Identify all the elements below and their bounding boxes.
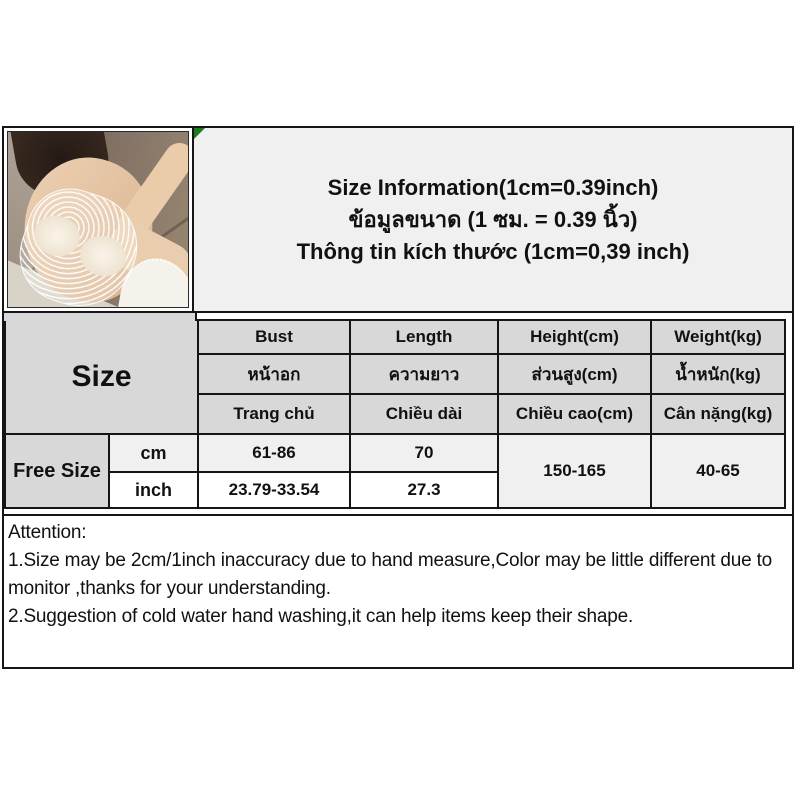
header-height-en: Height(cm) [498, 320, 651, 354]
product-photo [7, 131, 189, 308]
top-row [4, 128, 792, 313]
attention-line-1: 1.Size may be 2cm/1inch inaccuracy due to hand measure,Color may be little different due to monitor ,thanks for your understanding. [8, 550, 773, 599]
data-row-cm [5, 434, 785, 472]
title-block [194, 128, 792, 311]
header-height-vi: Chiều cao(cm) [498, 394, 651, 434]
header-length-th: ความยาว [350, 354, 498, 394]
size-table [4, 319, 786, 509]
attention-section [4, 514, 792, 631]
header-bust-en: Bust [198, 320, 350, 354]
bust-inch-value: 23.79-33.54 [198, 472, 350, 508]
bust-cm-value: 61-86 [198, 434, 350, 472]
product-photo-cell [4, 128, 194, 311]
header-weight-th: น้ำหนัก(kg) [651, 354, 785, 394]
length-cm-value: 70 [350, 434, 498, 472]
size-header-cell: Size [5, 320, 198, 434]
free-size-cell: Free Size [5, 434, 109, 508]
attention-line-2: 2.Suggestion of cold water hand washing,it can help items keep their shape. [8, 606, 634, 627]
height-value: 150-165 [498, 434, 651, 508]
header-length-en: Length [350, 320, 498, 354]
header-row-en [5, 320, 785, 354]
header-bust-vi: Trang chủ [198, 394, 350, 434]
green-corner-marker-icon [194, 128, 205, 139]
header-weight-en: Weight(kg) [651, 320, 785, 354]
title-line-th: ข้อมูลขนาด (1 ซม. = 0.39 นิ้ว) [348, 206, 638, 232]
content-frame [2, 126, 794, 669]
attention-heading: Attention: [8, 522, 87, 543]
header-height-th: ส่วนสูง(cm) [498, 354, 651, 394]
unit-cm-cell: cm [109, 434, 198, 472]
unit-inch-cell: inch [109, 472, 198, 508]
weight-value: 40-65 [651, 434, 785, 508]
title-line-en: Size Information(1cm=0.39inch) [327, 174, 659, 200]
length-inch-value: 27.3 [350, 472, 498, 508]
header-bust-th: หน้าอก [198, 354, 350, 394]
title-line-vi: Thông tin kích thước (1cm=0,39 inch) [296, 238, 690, 264]
header-weight-vi: Cân nặng(kg) [651, 394, 785, 434]
header-length-vi: Chiều dài [350, 394, 498, 434]
